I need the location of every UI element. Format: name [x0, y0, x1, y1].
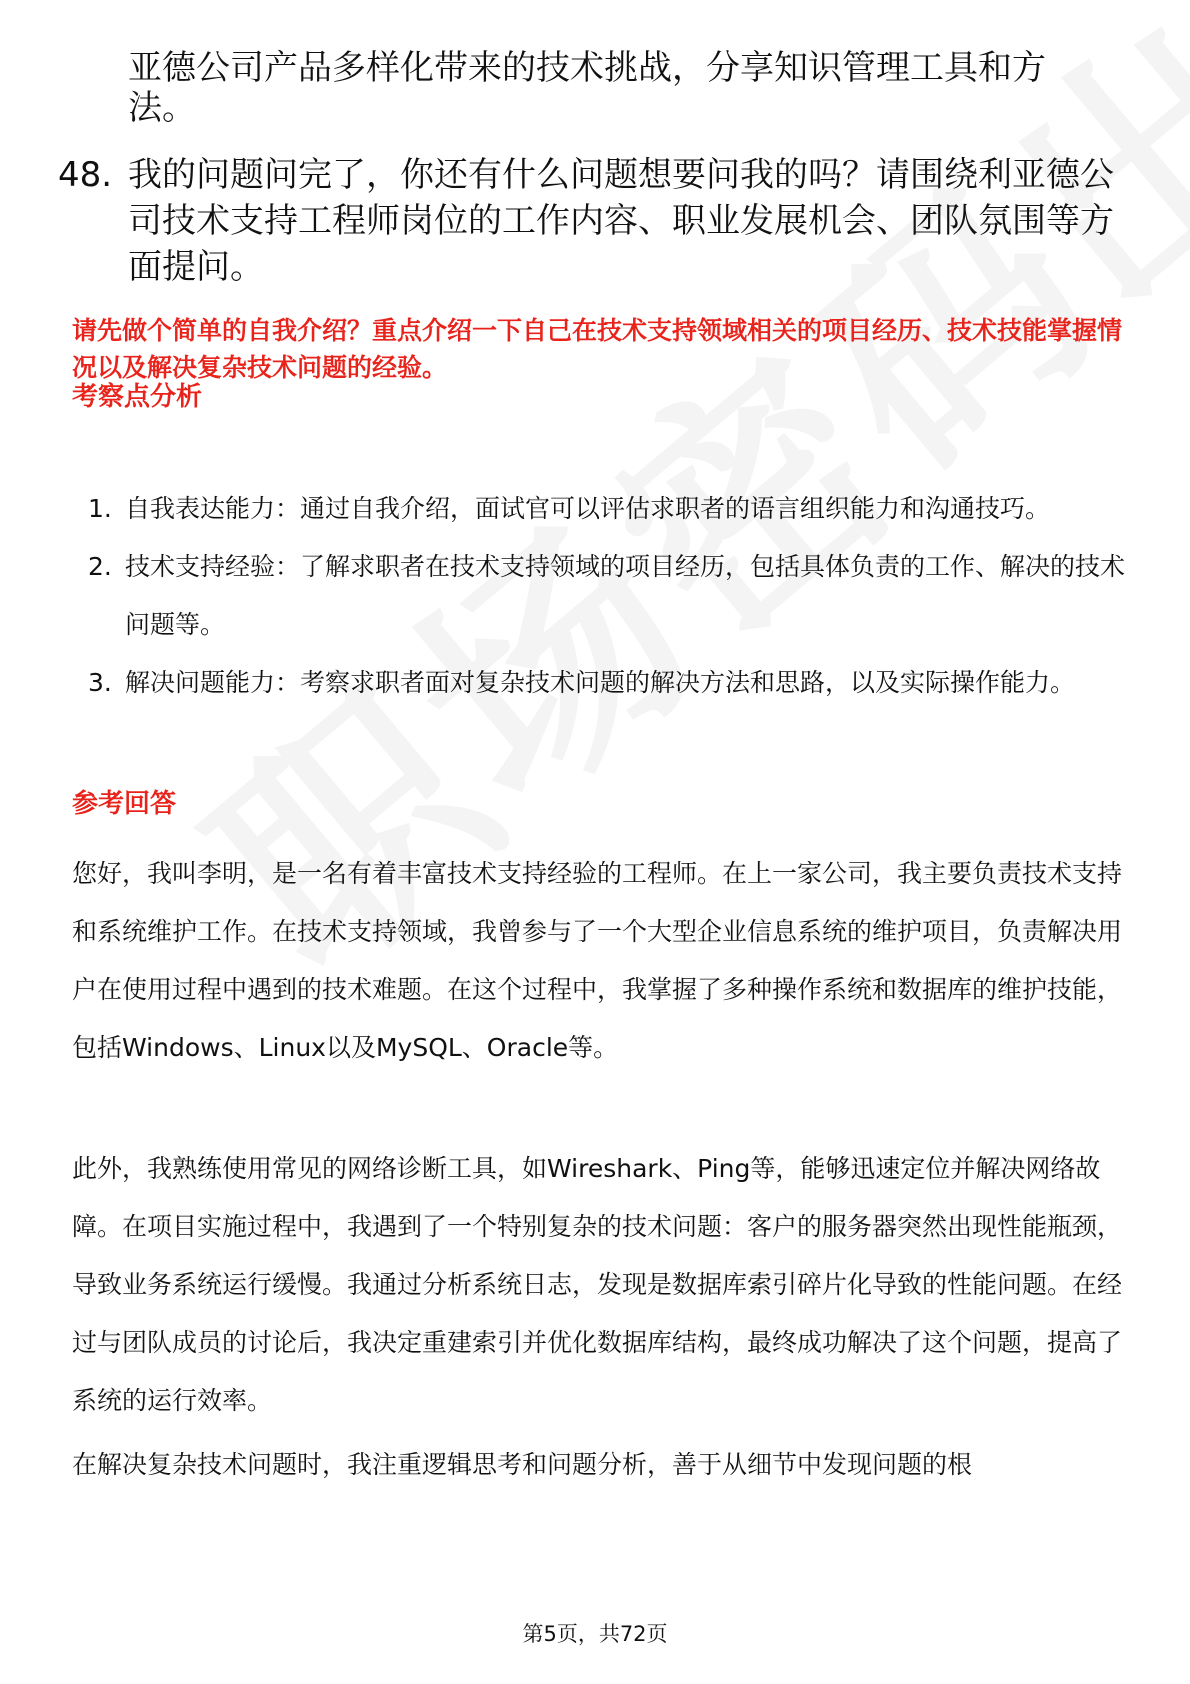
- page-footer: 第5页，共72页: [522, 1622, 668, 1646]
- question-48: [58, 152, 1118, 290]
- point-text: 自我表达能力：通过自我介绍，面试官可以评估求职者的语言组织能力和沟通技巧。: [125, 494, 1051, 523]
- continued-line-2: 法。: [128, 88, 196, 128]
- continued-line-1: 亚德公司产品多样化带来的技术挑战，分享知识管理工具和方: [128, 48, 1046, 88]
- answer-paragraph-2: 此外，我熟练使用常见的网络诊断工具，如Wireshark、Ping等，能够迅速定位并解决网络故障。在项目实施过程中，我遇到了一个特别复杂的技术问题：客户的服务器突然出现性能瓶颈，导致业务系统运行缓慢。我通过分析系统日志，发现是数据库索引碎片化导致的性能问题。在经过与团队成员的讨论后，我决定重建索引并优化数据库结构，最终成功解决了这个问题，提高了系统的运行效率。: [72, 1154, 1123, 1415]
- answer-title: 参考回答: [72, 789, 177, 819]
- point-text: 解决问题能力：考察求职者面对复杂技术问题的解决方法和思路，以及实际操作能力。: [125, 668, 1076, 697]
- analysis-point: [72, 538, 1132, 654]
- point-number: 1.: [88, 494, 112, 523]
- analysis-title: 考察点分析: [72, 382, 203, 412]
- analysis-point: [72, 654, 1132, 712]
- analysis-point: [72, 480, 1132, 538]
- point-number: 3.: [88, 668, 112, 697]
- question-number: 48.: [58, 155, 113, 195]
- answer-paragraph-3: 在解决复杂技术问题时，我注重逻辑思考和问题分析，善于从细节中发现问题的根: [72, 1450, 973, 1479]
- question-text: 我的问题问完了，你还有什么问题想要问我的吗？请围绕利亚德公司技术支持工程师岗位的工作内容、职业发展机会、团队氛围等方面提问。: [128, 155, 1114, 287]
- point-number: 2.: [88, 552, 112, 581]
- answer-paragraph-1: 您好，我叫李明，是一名有着丰富技术支持经验的工程师。在上一家公司，我主要负责技术支持和系统维护工作。在技术支持领域，我曾参与了一个大型企业信息系统的维护项目，负责解决用户在使用过程中遇到的技术难题。在这个过程中，我掌握了多种操作系统和数据库的维护技能，包括Windows、Linux以及MySQL、Oracle等。: [72, 859, 1123, 1062]
- point-text: 技术支持经验：了解求职者在技术支持领域的项目经历，包括具体负责的工作、解决的技术问题等。: [125, 552, 1126, 639]
- analysis-points: [72, 480, 1132, 712]
- highlight-question: 请先做个简单的自我介绍？重点介绍一下自己在技术支持领域相关的项目经历、技术技能掌握情况以及解决复杂技术问题的经验。: [72, 316, 1123, 382]
